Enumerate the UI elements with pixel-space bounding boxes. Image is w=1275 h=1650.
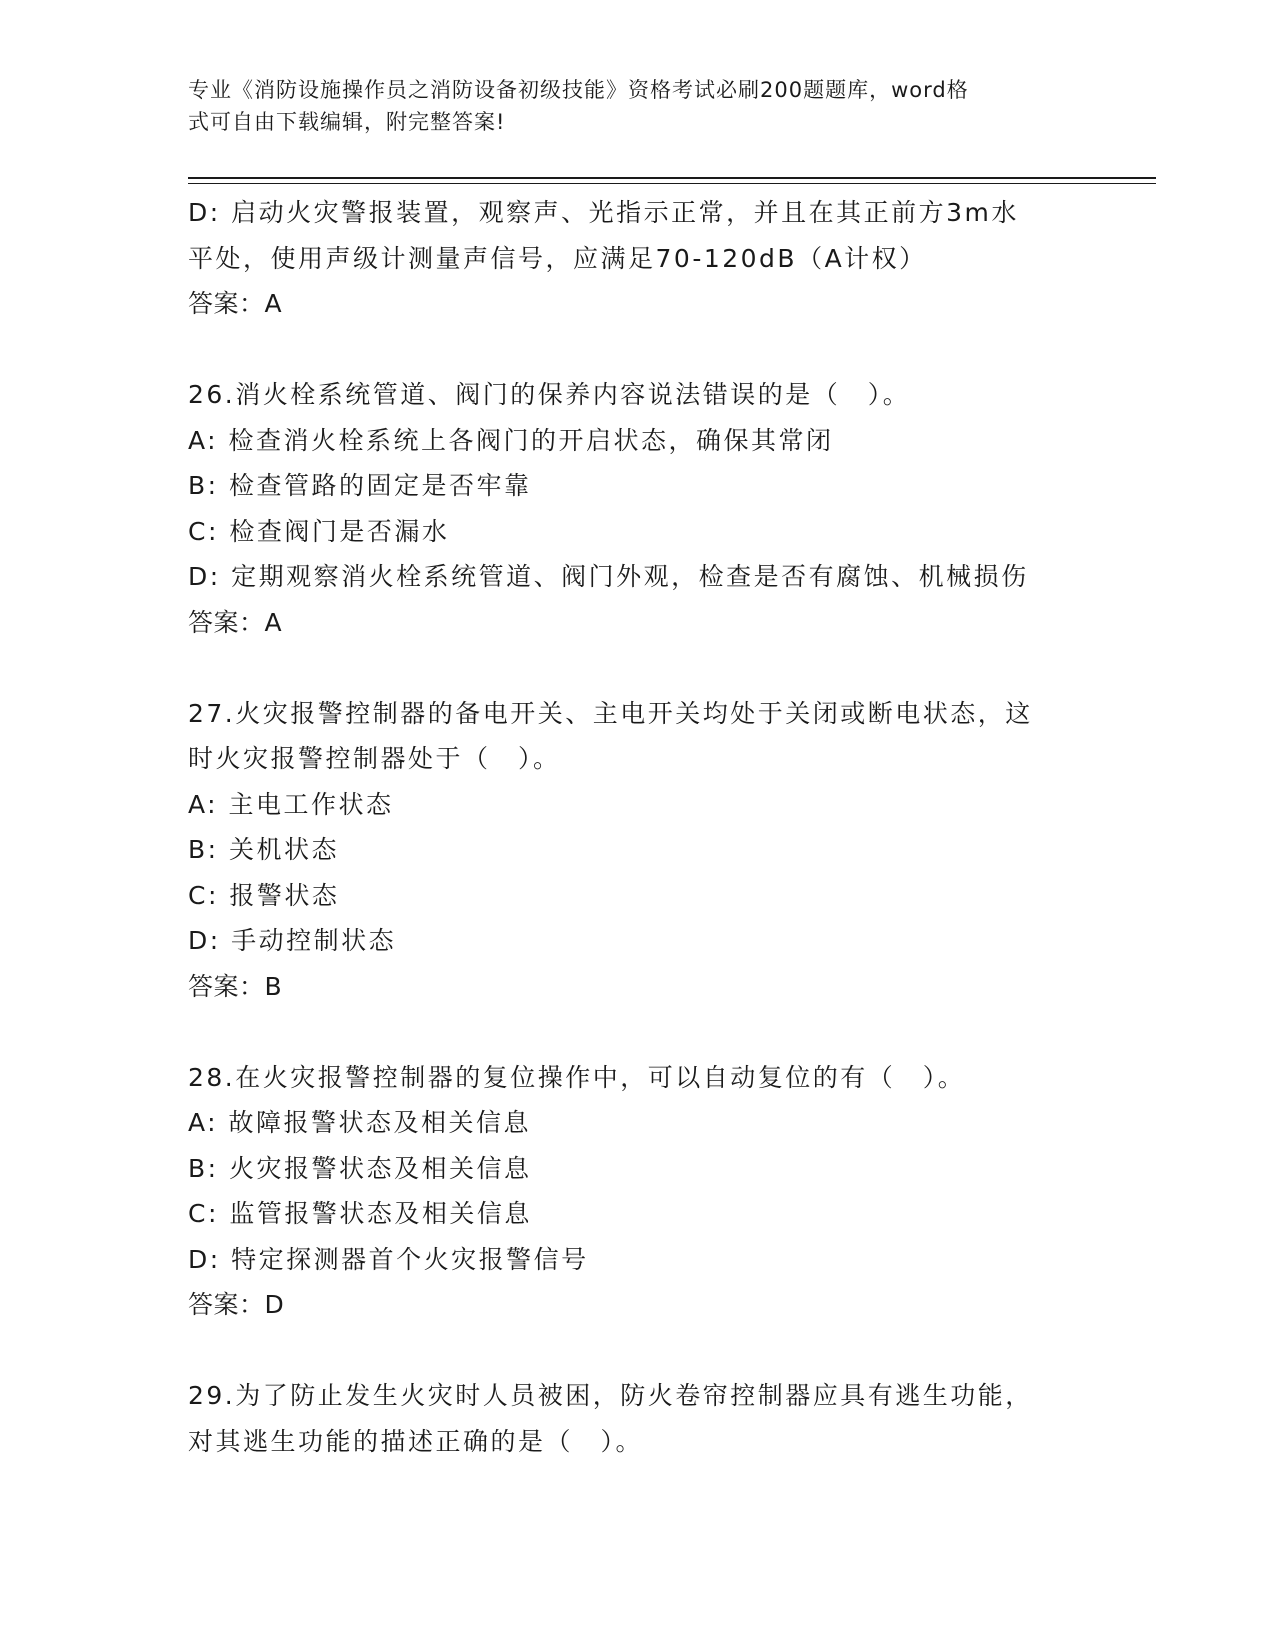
spacer [188, 327, 1088, 373]
question-stem: 29.为了防止发生火灾时人员被困，防火卷帘控制器应具有逃生功能， [188, 1381, 1033, 1410]
question-stem: 26.消火栓系统管道、阀门的保养内容说法错误的是（ ）。 [188, 380, 911, 409]
header-divider-thin [188, 183, 1156, 184]
question-block-27 [188, 691, 1088, 1010]
header-line-1: 专业《消防设施操作员之消防设备初级技能》资格考试必刷200题题库，word格 [188, 78, 969, 102]
document-header [188, 74, 1068, 138]
answer-line: 答案：B [188, 971, 283, 1001]
question-stem: 对其逃生功能的描述正确的是（ ）。 [188, 1426, 644, 1456]
spacer [188, 645, 1088, 691]
answer-line: 答案：A [188, 607, 283, 637]
option-line: A: 检查消火栓系统上各阀门的开启状态，确保其常闭 [188, 425, 834, 455]
option-line: D: 特定探测器首个火灾报警信号 [188, 1244, 589, 1274]
option-line: B: 检查管路的固定是否牢靠 [188, 471, 532, 500]
option-line: 平处，使用声级计测量声信号，应满足70-120dB（A计权） [188, 243, 927, 273]
option-line: C: 报警状态 [188, 880, 340, 910]
question-stem: 28.在火灾报警控制器的复位操作中，可以自动复位的有（ ）。 [188, 1062, 966, 1092]
question-list [188, 190, 1088, 1464]
option-line: C: 检查阀门是否漏水 [188, 516, 450, 546]
option-line: A: 主电工作状态 [188, 789, 394, 819]
option-line: B: 火灾报警状态及相关信息 [188, 1153, 532, 1183]
question-block-26 [188, 372, 1088, 645]
question-block-25-continued [188, 190, 1088, 327]
option-line: D: 启动火灾警报装置，观察声、光指示正常，并且在其正前方3m水 [188, 198, 1019, 227]
header-line-2: 式可自由下载编辑，附完整答案! [188, 110, 506, 134]
option-line: A: 故障报警状态及相关信息 [188, 1108, 532, 1137]
header-divider-thick [188, 177, 1156, 179]
answer-line: 答案：A [188, 289, 283, 318]
question-stem: 时火灾报警控制器处于（ ）。 [188, 744, 561, 773]
option-line: B: 关机状态 [188, 835, 340, 864]
question-block-28 [188, 1055, 1088, 1328]
answer-line: 答案：D [188, 1290, 285, 1319]
option-line: D: 定期观察消火栓系统管道、阀门外观，检查是否有腐蚀、机械损伤 [188, 562, 1029, 591]
option-line: D: 手动控制状态 [188, 926, 397, 955]
option-line: C: 监管报警状态及相关信息 [188, 1199, 532, 1228]
question-stem: 27.火灾报警控制器的备电开关、主电开关均处于关闭或断电状态，这 [188, 698, 1033, 728]
spacer [188, 1009, 1088, 1055]
spacer [188, 1328, 1088, 1374]
question-block-29 [188, 1373, 1088, 1464]
